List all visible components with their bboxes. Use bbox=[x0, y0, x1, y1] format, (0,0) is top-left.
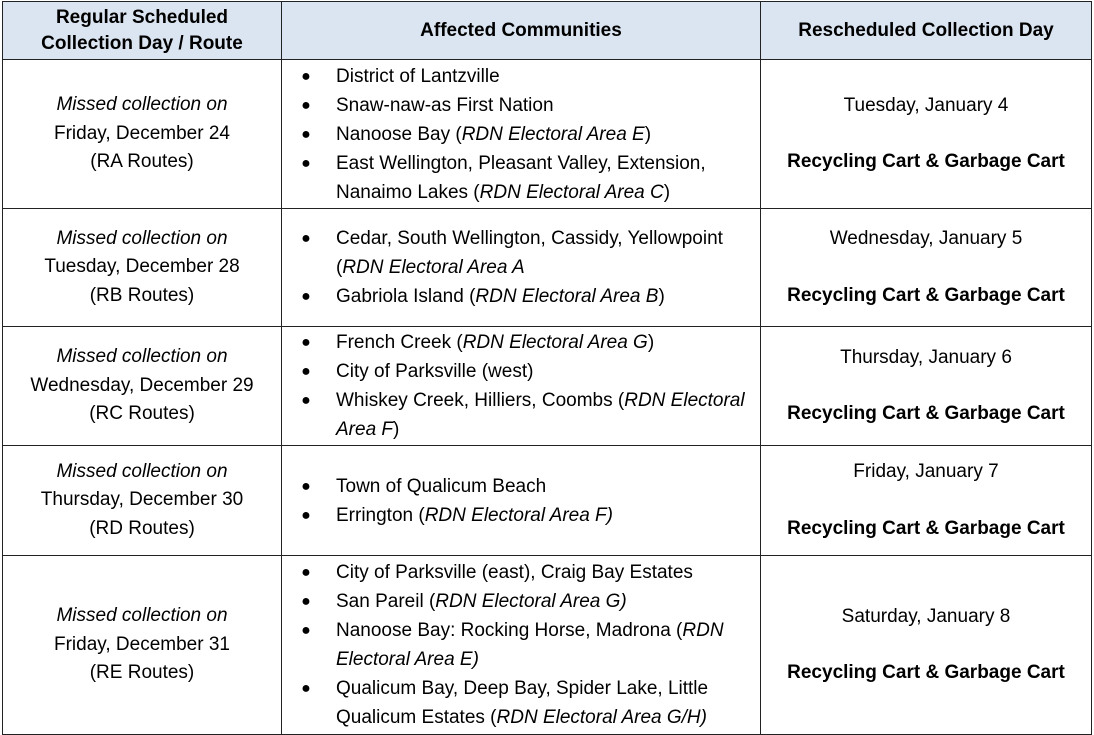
bullet-icon: ● bbox=[301, 288, 311, 305]
electoral-area: RDN Electoral Area G) bbox=[435, 591, 627, 612]
rescheduled-cell bbox=[761, 327, 1092, 446]
collection-schedule-table bbox=[2, 1, 1092, 735]
route-label: (RE Routes) bbox=[89, 662, 195, 684]
bullet-icon: ● bbox=[301, 622, 311, 639]
bullet-icon: ● bbox=[301, 392, 311, 409]
header-regular-day-line2: Collection Day / Route bbox=[41, 32, 243, 54]
bullet-icon: ● bbox=[301, 67, 311, 85]
community-item bbox=[296, 224, 760, 282]
bullet-icon: ● bbox=[301, 363, 311, 380]
regular-day-cell bbox=[3, 209, 282, 327]
route-label: (RA Routes) bbox=[90, 151, 194, 173]
communities-list bbox=[282, 558, 760, 732]
communities-cell bbox=[282, 446, 761, 556]
community-name: Whiskey Creek, Hilliers, Coombs ( bbox=[336, 390, 625, 411]
rescheduled-cell bbox=[761, 556, 1092, 735]
header-regular-day bbox=[3, 2, 282, 60]
rescheduled-date: Friday, January 7 bbox=[853, 461, 999, 482]
header-rescheduled-day: Rescheduled Collection Day bbox=[761, 2, 1092, 60]
table-row bbox=[3, 556, 1092, 735]
regular-day-cell bbox=[3, 327, 282, 446]
header-affected-communities: Affected Communities bbox=[282, 2, 761, 60]
cart-types: Recycling Cart & Garbage Cart bbox=[787, 284, 1065, 306]
missed-date: Tuesday, December 28 bbox=[44, 256, 240, 278]
missed-date: Thursday, December 30 bbox=[40, 489, 244, 511]
rescheduled-date: Saturday, January 8 bbox=[841, 605, 1011, 627]
communities-cell bbox=[282, 60, 761, 209]
missed-label: Missed collection on bbox=[56, 605, 228, 627]
bullet-icon: ● bbox=[301, 230, 311, 247]
bullet-icon: ● bbox=[301, 680, 311, 697]
community-name: District of Lantzville bbox=[336, 65, 500, 87]
electoral-area: RDN Electoral Area C bbox=[479, 181, 664, 203]
bullet-icon: ● bbox=[301, 593, 311, 610]
community-item bbox=[296, 472, 760, 501]
community-name: Cedar, South Wellington, Cassidy, Yellowpoint ( bbox=[336, 228, 723, 278]
bullet-icon: ● bbox=[301, 96, 311, 114]
bullet-icon: ● bbox=[301, 477, 311, 495]
regular-day-cell bbox=[3, 60, 282, 209]
electoral-area: RDN Electoral Area E) bbox=[336, 620, 724, 670]
community-name: Qualicum Bay, Deep Bay, Spider Lake, Little Qualicum Estates ( bbox=[336, 678, 709, 728]
rescheduled-date: Tuesday, January 4 bbox=[843, 94, 1009, 116]
regular-day-cell bbox=[3, 556, 282, 735]
missed-label: Missed collection on bbox=[56, 94, 228, 116]
community-item bbox=[296, 558, 760, 587]
bullet-icon: ● bbox=[301, 334, 311, 351]
rescheduled-cell bbox=[761, 209, 1092, 327]
cart-types: Recycling Cart & Garbage Cart bbox=[787, 403, 1065, 424]
rescheduled-date: Wednesday, January 5 bbox=[829, 228, 1023, 249]
missed-date: Wednesday, December 29 bbox=[30, 374, 254, 396]
communities-list bbox=[282, 472, 760, 530]
community-name: Nanoose Bay ( bbox=[336, 123, 462, 145]
missed-label: Missed collection on bbox=[56, 460, 228, 482]
community-tail: ) bbox=[658, 286, 665, 307]
route-label: (RB Routes) bbox=[89, 284, 195, 306]
community-tail: ) bbox=[663, 181, 671, 203]
communities-list bbox=[282, 328, 760, 444]
community-tail: ) bbox=[393, 419, 400, 440]
table-row bbox=[3, 446, 1092, 556]
cart-types: Recycling Cart & Garbage Cart bbox=[787, 662, 1065, 683]
rescheduled-cell bbox=[761, 446, 1092, 556]
community-name: French Creek ( bbox=[336, 332, 463, 353]
route-label: (RD Routes) bbox=[89, 517, 195, 539]
electoral-area: RDN Electoral Area F) bbox=[424, 504, 613, 526]
missed-date: Friday, December 24 bbox=[54, 122, 230, 144]
community-item bbox=[296, 386, 760, 444]
bullet-icon: ● bbox=[301, 564, 311, 581]
regular-day-cell bbox=[3, 446, 282, 556]
community-tail: ) bbox=[644, 123, 652, 145]
electoral-area: RDN Electoral Area E bbox=[461, 123, 645, 145]
table-row bbox=[3, 209, 1092, 327]
community-name: Gabriola Island ( bbox=[336, 286, 476, 307]
table-row bbox=[3, 327, 1092, 446]
rescheduled-date: Thursday, January 6 bbox=[840, 346, 1012, 368]
community-item bbox=[296, 616, 760, 674]
community-name: Town of Qualicum Beach bbox=[336, 475, 547, 497]
electoral-area: RDN Electoral Area A bbox=[342, 257, 525, 278]
community-name: East Wellington, Pleasant Valley, Extension, Nanaimo Lakes ( bbox=[336, 152, 706, 203]
community-name: San Pareil ( bbox=[336, 591, 436, 612]
communities-list bbox=[282, 62, 760, 207]
community-item bbox=[296, 674, 760, 732]
community-name: City of Parksville (west) bbox=[336, 361, 534, 382]
electoral-area: RDN Electoral Area G bbox=[462, 332, 648, 353]
header-row bbox=[3, 2, 1092, 60]
community-item bbox=[296, 282, 760, 311]
electoral-area: RDN Electoral Area F bbox=[336, 390, 745, 440]
community-item bbox=[296, 62, 760, 91]
community-name: Snaw-naw-as First Nation bbox=[336, 94, 554, 116]
header-regular-day-line1: Regular Scheduled bbox=[55, 6, 229, 28]
electoral-area: RDN Electoral Area G/H) bbox=[496, 707, 707, 728]
bullet-icon: ● bbox=[301, 506, 311, 524]
table-row bbox=[3, 60, 1092, 209]
community-item bbox=[296, 91, 760, 120]
cart-types: Recycling Cart & Garbage Cart bbox=[787, 517, 1065, 539]
community-item bbox=[296, 120, 760, 149]
community-item bbox=[296, 587, 760, 616]
missed-date: Friday, December 31 bbox=[54, 633, 230, 655]
communities-list bbox=[282, 224, 760, 311]
communities-cell bbox=[282, 556, 761, 735]
community-item bbox=[296, 328, 760, 357]
route-label: (RC Routes) bbox=[89, 403, 195, 425]
communities-cell bbox=[282, 327, 761, 446]
cart-types: Recycling Cart & Garbage Cart bbox=[787, 151, 1065, 172]
community-tail: ) bbox=[647, 332, 655, 353]
missed-label: Missed collection on bbox=[56, 227, 228, 249]
rescheduled-cell bbox=[761, 60, 1092, 209]
bullet-icon: ● bbox=[301, 154, 311, 172]
community-name: Nanoose Bay: Rocking Horse, Madrona ( bbox=[336, 620, 683, 641]
community-item bbox=[296, 357, 760, 386]
community-item bbox=[296, 501, 760, 530]
bullet-icon: ● bbox=[301, 125, 311, 143]
community-item bbox=[296, 149, 760, 207]
electoral-area: RDN Electoral Area B bbox=[475, 286, 659, 307]
community-name: City of Parksville (east), Craig Bay Estates bbox=[336, 562, 693, 583]
community-name: Errington ( bbox=[336, 504, 425, 526]
missed-label: Missed collection on bbox=[56, 346, 228, 368]
communities-cell bbox=[282, 209, 761, 327]
